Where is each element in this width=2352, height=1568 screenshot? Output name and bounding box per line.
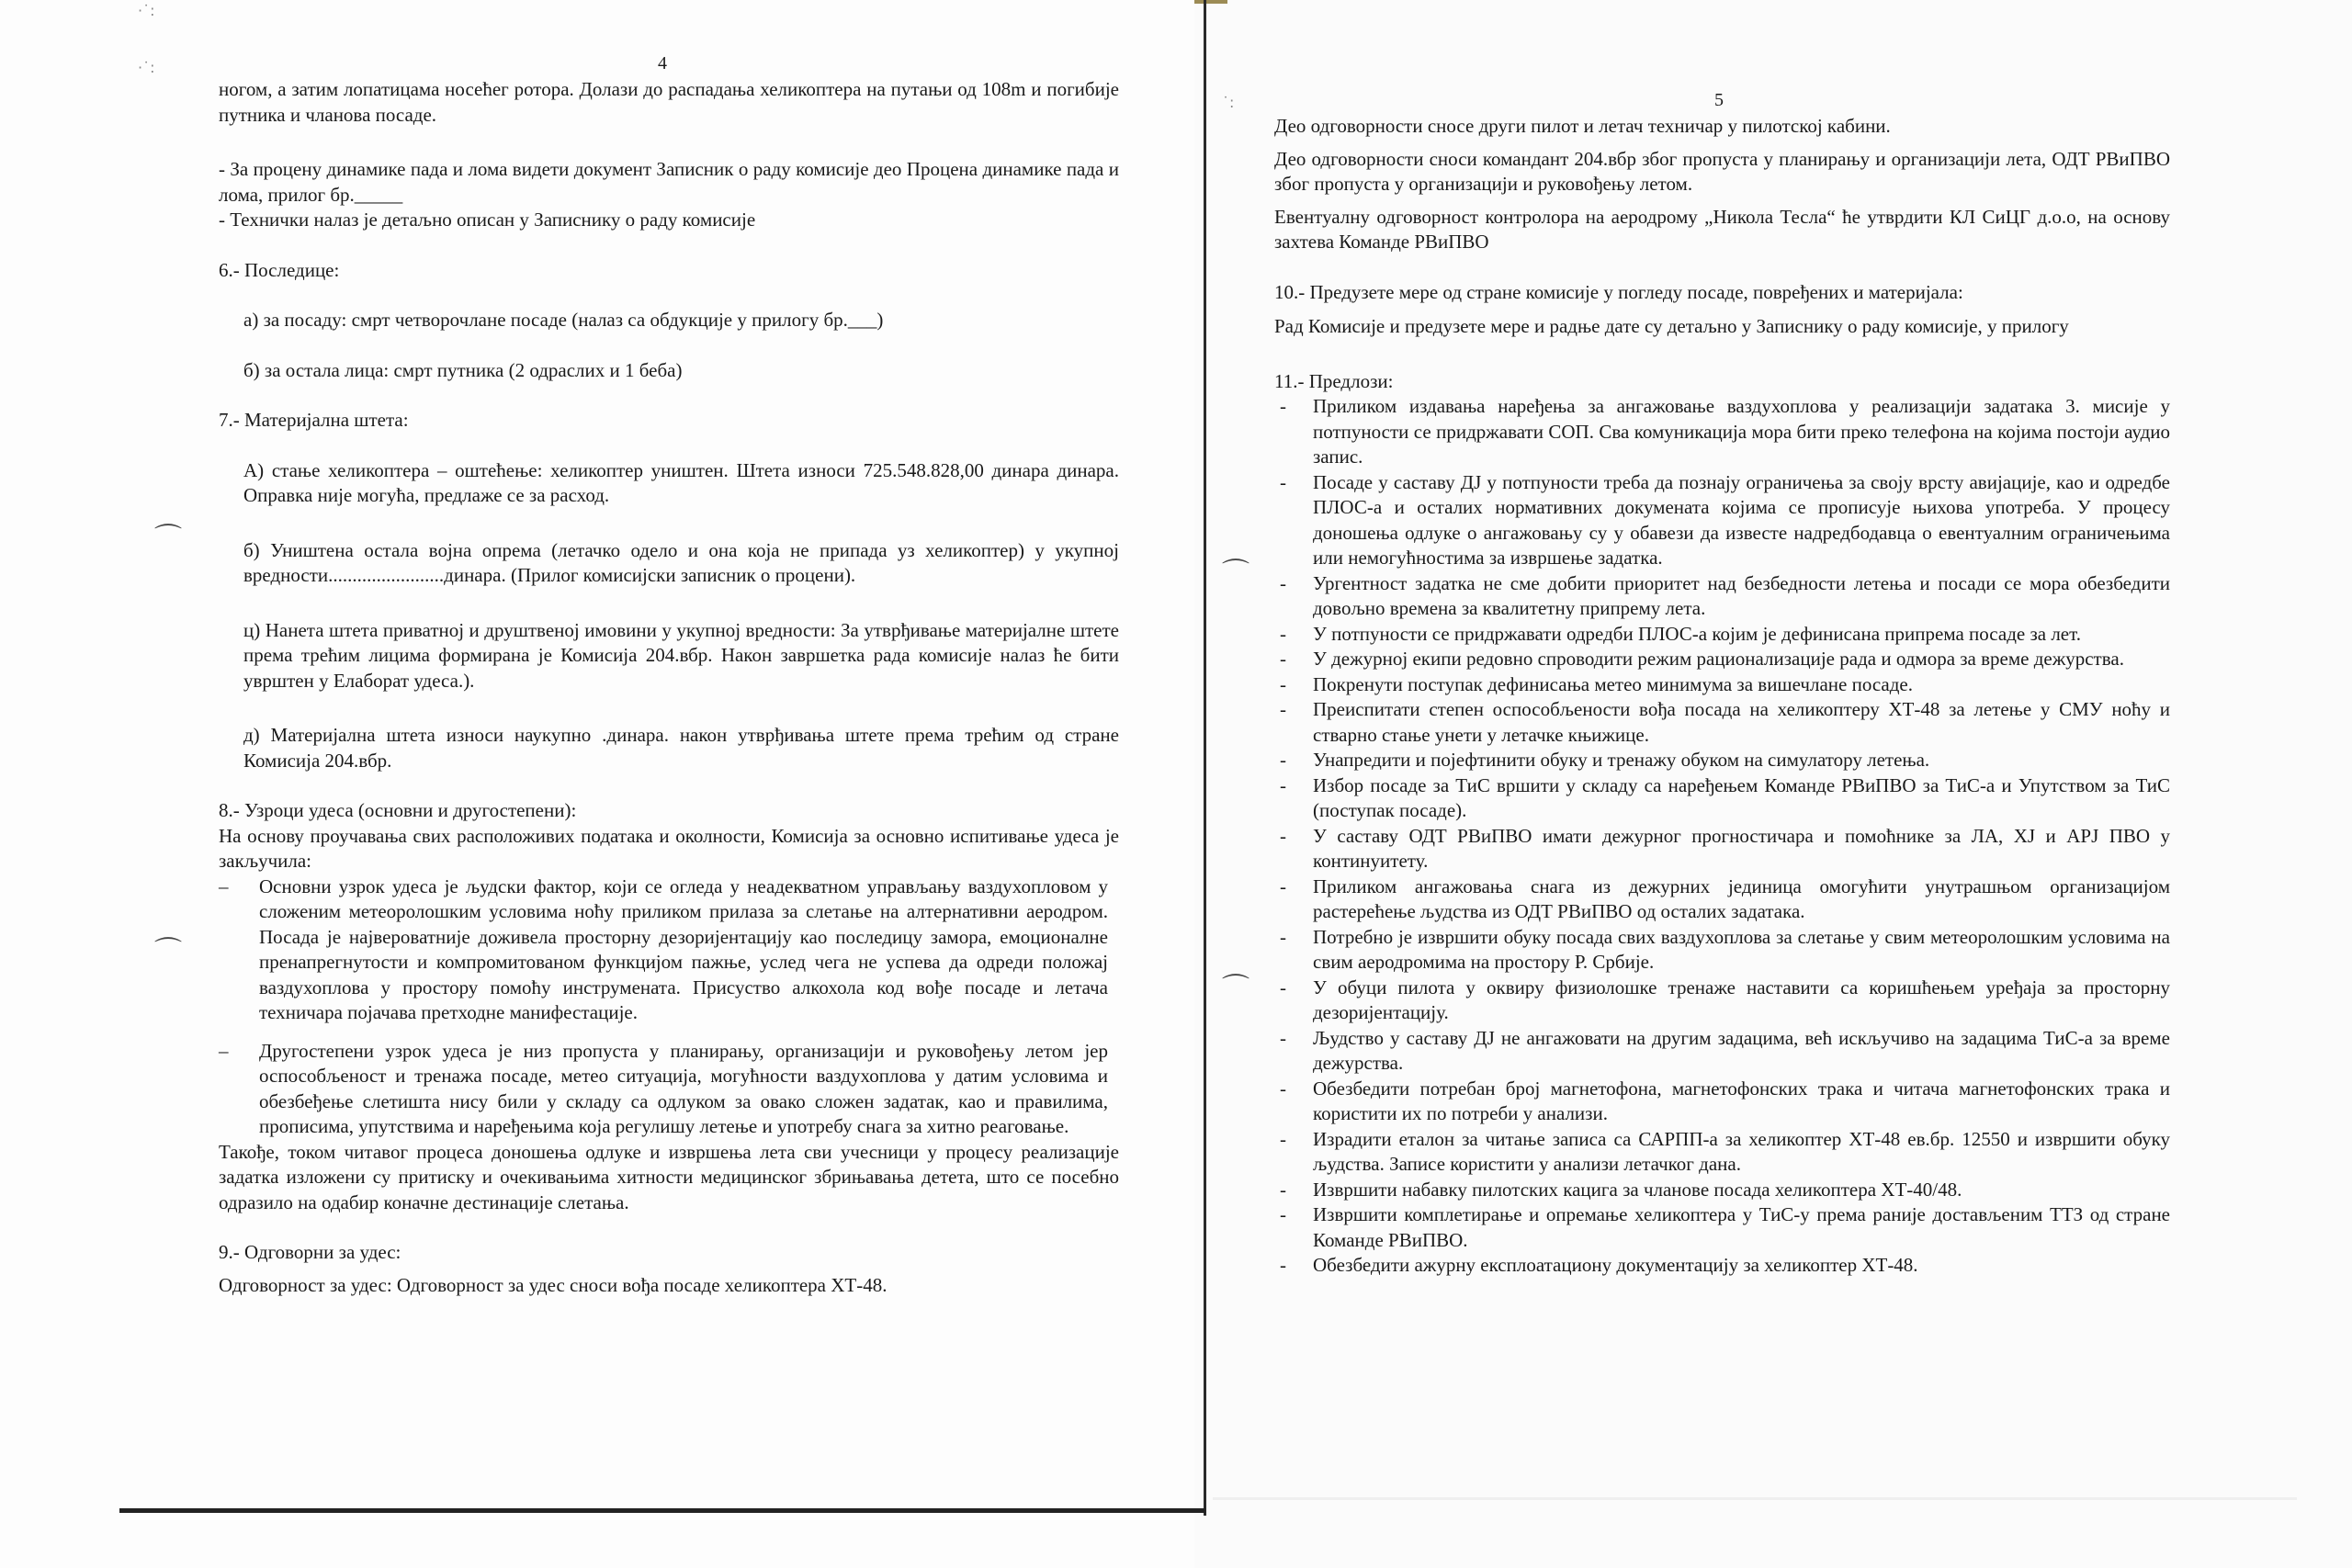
left-page-bottom-edge — [119, 1508, 1205, 1513]
causes-list — [219, 874, 1119, 1140]
punch-hole-mark: ⌒ — [154, 523, 182, 555]
left-page-content — [219, 77, 1119, 1298]
proposal-item: - Израдити еталон за читање записа са САРПП-а за хеликоптер ХТ-48 ев.бр. 12550 и извршити обуку људства. Записе користити у анализи летачког дана. — [1274, 1127, 2170, 1178]
proposal-item: - Преиспитати степен оспособљености вођа посада на хеликоптеру ХТ-48 за летење у СМУ ноћу и стварно стање унети у летачке књижице. — [1274, 697, 2170, 748]
cause-primary: – Основни узрок удеса је људски фактор, који се огледа у неадекватном управљању ваздухопловом у сложеним метеоролошким условима ноћу приликом прилаза за слетање на алтернативни аеродром. Посада је највероватније доживела просторну дезоријентацију као последицу замора, емоционалне пренапрегнутости и компромитованом функцијом пажње, услед чега не успева да одреди положај ваздухоплова у простору помоћу инструмената. Присуство алкохола код вође посаде и летача техничара појачава претходне манифестације. — [219, 874, 1119, 1026]
proposal-item: - У саставу ОДТ РВиПВО имати дежурног прогностичара и помоћнике за ЛА, ХЈ и АРЈ ПВО у континуитету. — [1274, 824, 2170, 874]
responsibility-controller: Евентуалну одговорност контролора на аеродрому „Никола Тесла“ ће утврдити КЛ СиЦГ д.о.о, на основу захтева Команде РВиПВО — [1274, 205, 2170, 253]
proposal-item: - У потпуности се придржавати одредби ПЛОС-а којим је дефинисана припрема посаде за лет. — [1274, 622, 2170, 648]
section-10-heading: 10.- Предузете мере од стране комисије у погледу посаде, повређених и материјала: — [1274, 280, 1963, 303]
proposal-item: - У дежурној екипи редовно спроводити режим рационализације рада и одмора за време дежурства. — [1274, 647, 2170, 672]
damage-equipment: б) Уништена остала војна опрема (летачко одело и она која не припада уз хеликоптер) у укупној вредности........................динара. (Прилог комисијски записник о процени). — [243, 538, 1119, 586]
scan-speck: ·˙: — [138, 59, 155, 76]
damage-property: ц) Нанета штета приватној и друштвеној имовини у укупној вредности: За утврђивање материјалне штете према трећим лицима формирана је Комисија 204.вбр. Након завршетка рада комисије налаз ће бити уврштен у Елаборат удеса.). — [243, 618, 1119, 692]
proposal-item: - Извршити комплетирање и опремање хеликоптера у ТиС-у према раније достављеним ТТЗ од стране Команде РВиПВО. — [1274, 1202, 2170, 1253]
paragraph-intro: ногом, а затим лопатицама носећег ротора. Долази до распадања хеликоптера на путањи од 108m и погибије путника и чланова посаде. — [219, 78, 1119, 126]
consequence-others: б) за остала лица: смрт путника (2 одраслих и 1 беба) — [243, 358, 683, 381]
proposal-item: - Обезбедити потребан број магнетофона, магнетофонских трака и читача магнетофонских трака и користити их по потреби у анализи. — [1274, 1077, 2170, 1127]
section-7-heading: 7.- Материјална штета: — [219, 409, 409, 431]
proposal-item: - У обуци пилота у оквиру физиолошке тренаже наставити са коришћењем уређаја за просторну дезоријентацију. — [1274, 976, 2170, 1026]
damage-total: д) Материјална штета износи наукупно .динара. након утврђивања штете према трећим од стране Комисија 204.вбр. — [243, 724, 1119, 772]
proposals-list — [1274, 394, 2170, 1279]
section-11-heading: 11.- Предлози: — [1274, 369, 1394, 392]
section-8-intro: На основу проучавања свих расположивих података и околности, Комисија за основно испитивање удеса је закључила: — [219, 824, 1119, 872]
right-page-content — [1274, 114, 2170, 1279]
page-number: 4 — [658, 53, 667, 73]
proposal-item: - Потребно је извршити обуку посада свих ваздухоплова за слетање у свим метеоролошким условима на свим аеродромима на простору Р. Србије. — [1274, 925, 2170, 976]
section-8-conclusion: Такође, током читавог процеса доношења одлуке и извршења лета сви учесници у процесу реализације задатка изложени су притиску и очекивањима хитности медицинског збрињавања детета, што се посебно одразило на одабир коначне дестинације слетања. — [219, 1140, 1119, 1213]
proposal-item: - Избор посаде за ТиС вршити у складу са наређењем Команде РВиПВО за ТиС-а и Упутством за ТиС (поступак посаде). — [1274, 773, 2170, 824]
proposal-item: - Покренути поступак дефинисања метео минимума за вишечлане посаде. — [1274, 672, 2170, 698]
section-9-text: Одговорност за удес: Одговорност за удес сноси вођа посаде хеликоптера ХТ-48. — [219, 1273, 888, 1296]
paragraph-technical-finding: - Технички налаз је детаљно описан у Записнику о раду комисије — [219, 209, 756, 231]
proposal-item: - Ургентност задатка не сме добити приоритет над безбедности летења и посади се мора обезбедити довољно времена за квалитетну припрему лета. — [1274, 571, 2170, 622]
scan-speck: ˙: — [1222, 94, 1235, 111]
damage-helicopter: А) стање хеликоптера – оштећење: хеликоптер уништен. Штета износи 725.548.828,00 динара динара. Оправка није могућа, предлаже се за расход. — [243, 458, 1119, 506]
section-10-text: Рад Комисије и предузете мере и радње дате су детаљно у Записнику о раду комисије, у прилогу — [1274, 315, 2069, 337]
responsibility-commander: Део одговорности сноси командант 204.вбр због пропуста у планирању и организацији лета, ОДТ РВиПВО због пропуста у организацији и руковођењу летом. — [1274, 147, 2170, 195]
section-8-heading: 8.- Узроци удеса (основни и другостепени): — [219, 799, 577, 821]
scan-speck: ·˙: — [138, 2, 155, 19]
proposal-item: - Људство у саставу ДЈ не ангажовати на другим задацима, већ искључиво на задацима ТиС-а за време дежурства. — [1274, 1026, 2170, 1077]
scan-top-mark — [1194, 0, 1227, 4]
proposal-item: - Унапредити и појефтинити обуку и тренажу обуком на симулатору летења. — [1274, 748, 2170, 773]
proposal-item: - Обезбедити ажурну експлоатациону документацију за хеликоптер ХТ-48. — [1274, 1253, 2170, 1279]
page-number: 5 — [1714, 90, 1724, 110]
punch-hole-mark: ⌒ — [1222, 558, 1250, 590]
proposal-item: - Приликом ангажовања снага из дежурних јединица омогућити унутрашњом организацијом растерећење људства из ОДТ РВиПВО од осталих задатака. — [1274, 874, 2170, 925]
page-divider — [1204, 0, 1206, 1516]
cause-secondary: – Другостепени узрок удеса је низ пропуста у планирању, организацији и руковођењу летом јер оспособљеност и тренажа посаде, метео ситуација, могућности ваздухоплова у датим условима и обезбеђење слетишта нису били у складу са одлуком за овако сложен задатак, као и правилима, прописима, упутствима и наређењима која регулишу летење и употребу снага за хитно реаговање. — [219, 1039, 1119, 1140]
proposal-item: - Посаде у саставу ДЈ у потпуности треба да познају ограничења за своју врсту авијације, као и одредбе ПЛОС-а и осталих нормативних докумената којима се прописује њихова употреба. У процесу доношења одлуке о ангажовању су у обавези да известе надредбодавца о евентуалним ограничењима или немогућностима за извршење задатка. — [1274, 470, 2170, 571]
responsibility-crew: Део одговорности сносе други пилот и летач техничар у пилотској кабини. — [1274, 115, 1891, 137]
consequence-crew: а) за посаду: смрт четворочлане посаде (налаз са обдукције у прилогу бр.___) — [243, 309, 884, 331]
section-6-heading: 6.- Последице: — [219, 258, 340, 281]
paragraph-document-reference: - За процену динамике пада и лома видети документ Записник о раду комисије део Процена динамике пада и лома, прилог бр._____ — [219, 158, 1119, 206]
punch-hole-mark: ⌒ — [1222, 973, 1250, 1005]
punch-hole-mark: ⌒ — [154, 936, 182, 968]
section-9-heading: 9.- Одговорни за удес: — [219, 1241, 401, 1263]
proposal-item: - Извршити набавку пилотских кацига за чланове посада хеликоптера ХТ-40/48. — [1274, 1178, 2170, 1203]
proposal-item: - Приликом издавања наређења за ангажовање ваздухоплова у реализацији задатака 3. мисије у потпуности се придржавати СОП. Сва комуникација мора бити преко телефона на којима постоји аудио запис. — [1274, 394, 2170, 470]
right-page-bottom-edge — [1213, 1497, 2297, 1500]
